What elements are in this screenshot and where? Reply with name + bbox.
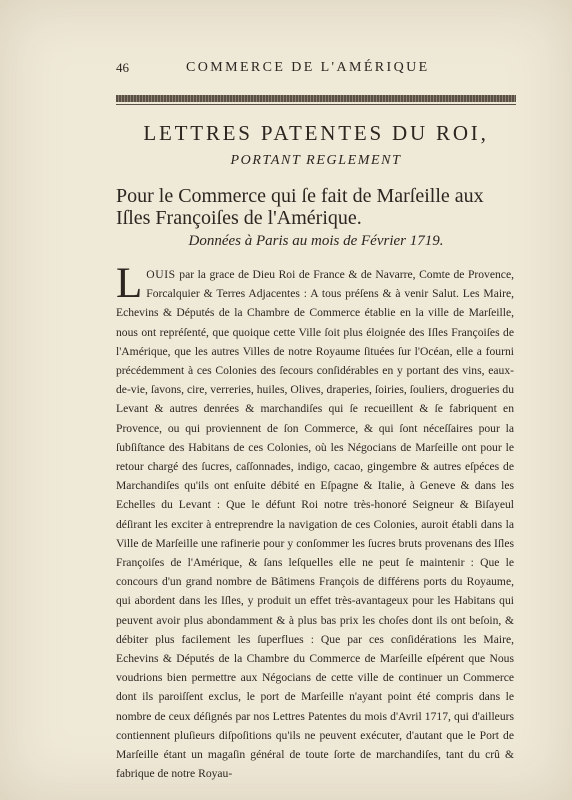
page-title: LETTRES PATENTES DU ROI,	[143, 121, 489, 145]
page-subtitle: PORTANT REGLEMENT	[230, 153, 402, 168]
divider-line	[116, 104, 516, 105]
subject-line-1: Pour le Commerce qui ſe fait de Marſeille aux	[116, 185, 484, 207]
dateline: Données à Paris au mois de Février 1719.	[188, 233, 444, 249]
page-number: 46	[116, 60, 129, 75]
ornamental-rule	[116, 95, 516, 102]
subject-heading	[116, 185, 516, 229]
subject-line-2: Iſles Françoiſes de l'Amérique.	[116, 207, 362, 229]
first-word: OUIS	[146, 268, 176, 281]
drop-cap: L	[116, 260, 143, 307]
body-text: par la grace de Dieu Roi de France & de Navarre, Comte de Provence, Forcalquier & Terres Adjacentes : A tous préſens & à venir Salut. Les Maire, Echevins & Députés de la Chambre de Commerce établie en la ville de Marſeille, nous ont repréſenté, que quoique cette Ville ſoit plus éloignée des Iſles Françoiſes de l'Amérique, que les autres Villes de notre Royaume ſituées ſur l'Océan, elle a fourni précédemment à ces Colonies des ſecours conſidérables en y portant des vins, eaux-de-vie, ſavons, cire, verreries, huiles, Olives, draperies, ſoiries, ſouliers, drogueries du Levant & autres denrées & marchandiſes qui ſe recueillent & ſe fabriquent en Provence, ou qui proviennent de ſon Commerce, & qui ſont néceſſaires pour la ſubſiſtance des Habitans de ces Colonies, où les Négocians de Marſeille ont pour le retour chargé des ſucres, caſſonnades, indigo, cacao, gingembre & autres eſpéces de Marchandiſes qu'ils ont enſuite débité en Eſpagne & Italie, à Geneve & dans les Echelles du Levant : Que le défunt Roi notre très-honoré Seigneur & Biſayeul déſirant les exciter à entreprendre la navigation de ces Colonies, auroit établi dans la Ville de Marſeille une rafinerie pour y conſommer les ſucres bruts provenans des Iſles Françoiſes de l'Amérique, & ſans leſquelles elle ne peut ſe maintenir : Que le concours d'un grand nombre de Bâtimens François de différens ports du Royaume, qui abordent dans les Iſles, y produit un effet très-avantageux pour les Habitans qui peuvent avoir plus abondamment & à plus bas prix les choſes dont ils ont beſoin, & débiter plus facilement les ſuperflues : Que par ces conſidérations les Maire, Echevins & Députés de la Chambre du Commerce de Marſeille eſpérent que Nous voudrions bien permettre aux Négocians de cette ville de continuer un Commerce dont ils paroiſſent exclus, le port de Marſeille n'ayant point été compris dans le nombre de ceux déſignés par nos Lettres Patentes du mois d'Avril 1717, qui d'ailleurs contiennent pluſieurs diſpoſitions qu'ils ne peuvent exécuter, d'autant que le Port de Marſeille étant un magaſin général de toute ſorte de marchandiſes, tant du crû & fabrique de notre Royau-	[116, 268, 514, 781]
running-title: COMMERCE DE L'AMÉRIQUE	[186, 60, 430, 75]
body-paragraph	[116, 260, 514, 783]
